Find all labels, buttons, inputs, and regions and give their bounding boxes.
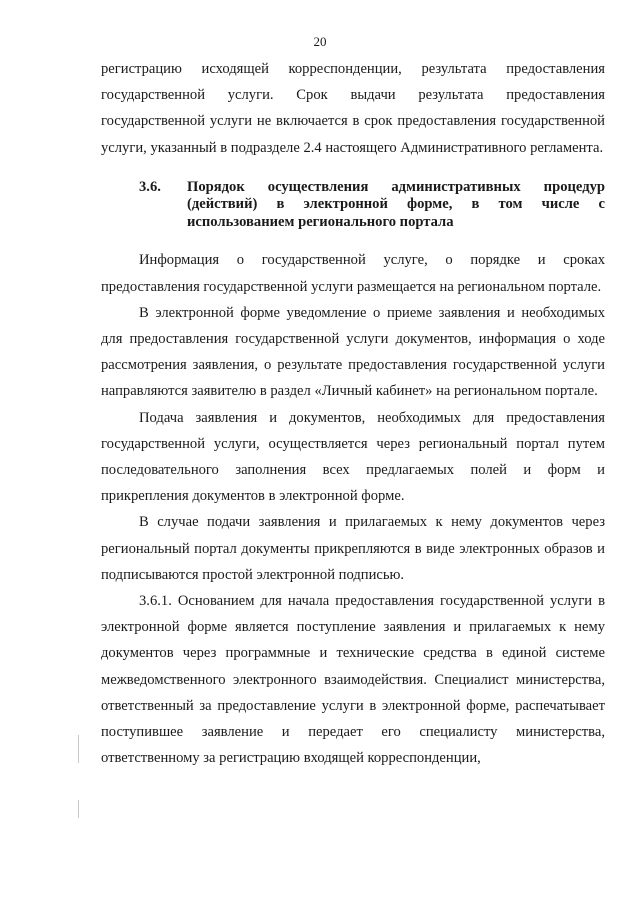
scan-artifact-line (78, 800, 79, 818)
paragraph: Подача заявления и документов, необходимых для предоставления государственной услуги, осуществляется через региональный портал путем последовательного заполнения всех предлагаемых полей и форм и прикрепления документов в электронной форме. (101, 409, 605, 505)
section-heading (101, 179, 605, 232)
paragraph: Информация о государственной услуге, о порядке и сроках предоставления государственной услуги размещается на региональном портале. (101, 252, 605, 295)
paragraph: 3.6.1. Основанием для начала предоставления государственной услуги в электронной форме является поступление заявления и прилагаемых к нему документов через программные и технические средства в единой системе межведомственного электронного взаимодействия. Специалист министерства, ответственный за предоставление услуги в электронной форме, распечатывает поступившее заявление и передает его специалисту министерства, ответственному за регистрацию входящей корреспонденции, (101, 592, 605, 767)
section-title: Порядок осуществления административных процедур (действий) в электронной форме, в том числе с использованием регионального портала (187, 178, 605, 230)
scan-artifact-line (78, 735, 79, 763)
page-number: 20 (313, 34, 327, 49)
paragraph-continuation: регистрацию исходящей корреспонденции, результата предоставления государственной услуги. Срок выдачи результата предоставления государственной услуги не включается в срок предоставления государственной услуги, указанный в подразделе 2.4 настоящего Административного регламента. (101, 61, 605, 156)
paragraph: В случае подачи заявления и прилагаемых к нему документов через региональный портал документы прикрепляются в виде электронных образов и подписываются простой электронной подписью. (101, 514, 605, 583)
document-body (101, 56, 605, 771)
paragraph: В электронной форме уведомление о приеме заявления и необходимых для предоставления государственной услуги документов, информация о ходе рассмотрения заявления, о результате предоставления государственной услуги направляются заявителю в раздел «Личный кабинет» на региональном портале. (101, 304, 605, 400)
section-number: 3.6. (139, 178, 161, 195)
